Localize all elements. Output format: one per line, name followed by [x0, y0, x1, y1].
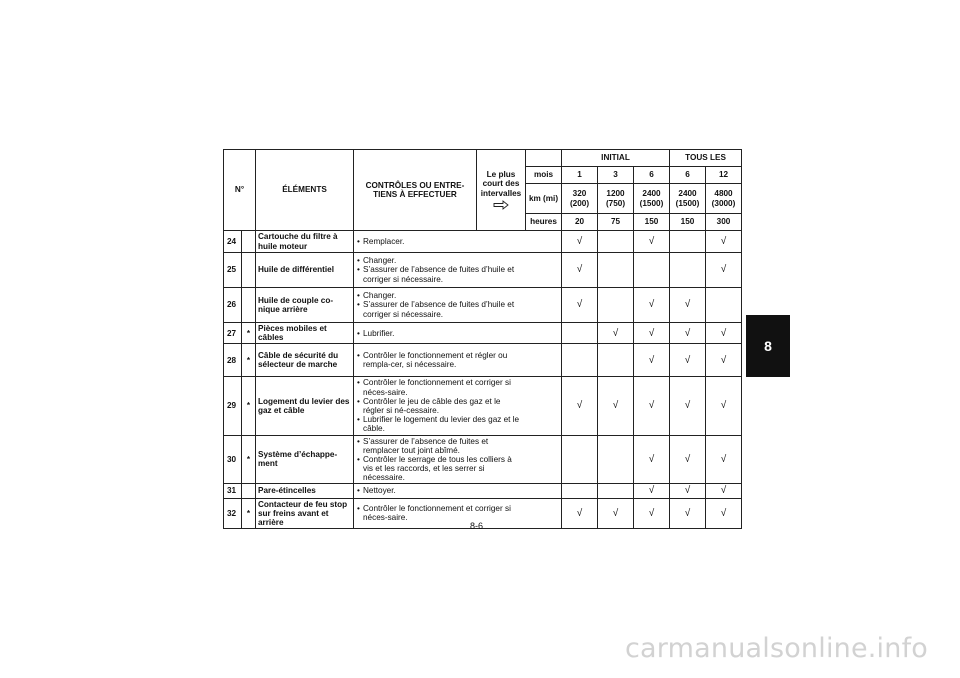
action-item: • S’assurer de l’absence de fuites d’huile et corriger si nécessaire.	[356, 265, 524, 283]
row-actions	[354, 253, 526, 288]
interval-km: 2400 (1500)	[670, 184, 706, 214]
action-item: • Lubrifier.	[356, 329, 524, 338]
action-item: • Changer.	[356, 291, 524, 300]
check-mark: √	[670, 435, 706, 484]
empty-cell	[598, 344, 634, 377]
action-item: • Nettoyer.	[356, 486, 524, 495]
row-asterisk	[242, 253, 256, 288]
action-item: • S’assurer de l’absence de fuites et remplacer tout joint abîmé.	[356, 437, 524, 455]
interval-months: 3	[598, 167, 634, 184]
action-item: • Contrôler le jeu de câble des gaz et le régler si né-cessaire.	[356, 397, 524, 415]
row-actions	[354, 344, 526, 377]
check-mark: √	[598, 323, 634, 344]
row-number: 30	[224, 435, 242, 484]
table-header	[224, 150, 742, 231]
row-item: Logement du levier des gaz et câble	[256, 377, 354, 435]
row-asterisk: *	[242, 377, 256, 435]
action-item: • Remplacer.	[356, 237, 524, 246]
action-item: • Lubrifier le logement du levier des gaz et le câble.	[356, 415, 524, 433]
header-shortest-interval	[477, 150, 526, 231]
row-actions	[354, 435, 526, 484]
empty-cell	[562, 344, 598, 377]
header-every: TOUS LES	[670, 150, 742, 167]
interval-hours: 150	[670, 214, 706, 231]
check-mark: √	[562, 498, 598, 529]
action-item: • Changer.	[356, 256, 524, 265]
check-mark: √	[670, 484, 706, 498]
check-mark: √	[670, 377, 706, 435]
row-number: 27	[224, 323, 242, 344]
interval-hours: 300	[706, 214, 742, 231]
maintenance-table	[223, 149, 742, 529]
row-actions	[354, 498, 526, 529]
empty-cell	[562, 435, 598, 484]
row-number: 26	[224, 288, 242, 323]
check-mark: √	[634, 435, 670, 484]
interval-months: 12	[706, 167, 742, 184]
row-unit-spacer	[526, 344, 562, 377]
interval-hours: 20	[562, 214, 598, 231]
watermark: carmanualsonline.info	[625, 633, 928, 664]
row-number: 32	[224, 498, 242, 529]
check-mark: √	[562, 231, 598, 253]
check-mark: √	[670, 498, 706, 529]
row-unit-spacer	[526, 498, 562, 529]
check-mark: √	[634, 498, 670, 529]
action-item: • Contrôler le fonctionnement et corriger si néces-saire.	[356, 504, 524, 522]
row-actions	[354, 231, 526, 253]
row-item: Cartouche du filtre à huile moteur	[256, 231, 354, 253]
row-asterisk	[242, 231, 256, 253]
interval-months: 6	[634, 167, 670, 184]
action-list	[356, 351, 524, 369]
row-actions	[354, 377, 526, 435]
action-list	[356, 378, 524, 433]
check-mark: √	[634, 344, 670, 377]
row-unit-spacer	[526, 231, 562, 253]
row-asterisk: *	[242, 344, 256, 377]
check-mark: √	[706, 323, 742, 344]
empty-cell	[706, 288, 742, 323]
header-no: N°	[224, 150, 256, 231]
row-asterisk	[242, 484, 256, 498]
interval-km: 4800 (3000)	[706, 184, 742, 214]
check-mark: √	[598, 498, 634, 529]
row-unit-spacer	[526, 435, 562, 484]
check-mark: √	[706, 377, 742, 435]
row-unit-spacer	[526, 288, 562, 323]
action-list	[356, 291, 524, 319]
row-number: 24	[224, 231, 242, 253]
interval-km: 2400 (1500)	[634, 184, 670, 214]
action-item: • S’assurer de l’absence de fuites d’huile et corriger si nécessaire.	[356, 300, 524, 318]
check-mark: √	[706, 344, 742, 377]
check-mark: √	[562, 253, 598, 288]
check-mark: √	[634, 231, 670, 253]
check-mark: √	[670, 344, 706, 377]
page-number: 8-6	[470, 521, 484, 531]
action-list	[356, 237, 524, 246]
check-mark: √	[562, 288, 598, 323]
row-item: Câble de sécurité du sélecteur de marche	[256, 344, 354, 377]
action-list	[356, 486, 524, 495]
row-asterisk: *	[242, 498, 256, 529]
row-number: 25	[224, 253, 242, 288]
empty-cell	[598, 484, 634, 498]
check-mark: √	[706, 498, 742, 529]
arrow-right-icon	[493, 200, 509, 210]
row-item: Système d’échappe-ment	[256, 435, 354, 484]
row-asterisk	[242, 288, 256, 323]
table-row	[224, 253, 742, 288]
unit-km: km (mi)	[526, 184, 562, 214]
check-mark: √	[706, 484, 742, 498]
empty-cell	[562, 484, 598, 498]
check-mark: √	[562, 377, 598, 435]
row-actions	[354, 288, 526, 323]
interval-months: 1	[562, 167, 598, 184]
check-mark: √	[706, 435, 742, 484]
empty-cell	[598, 253, 634, 288]
interval-hours: 150	[634, 214, 670, 231]
header-elements: ÉLÉMENTS	[256, 150, 354, 231]
row-unit-spacer	[526, 377, 562, 435]
empty-cell	[634, 253, 670, 288]
check-mark: √	[634, 288, 670, 323]
action-list	[356, 437, 524, 483]
row-unit-spacer	[526, 323, 562, 344]
empty-cell	[598, 288, 634, 323]
empty-cell	[562, 323, 598, 344]
action-item: • Contrôler le fonctionnement et régler ou rempla-cer, si nécessaire.	[356, 351, 524, 369]
row-item: Pièces mobiles et câbles	[256, 323, 354, 344]
header-blank	[526, 150, 562, 167]
row-item: Huile de différentiel	[256, 253, 354, 288]
interval-km: 1200 (750)	[598, 184, 634, 214]
table-row	[224, 484, 742, 498]
unit-months: mois	[526, 167, 562, 184]
action-list	[356, 256, 524, 284]
row-item: Contacteur de feu stop sur freins avant et arrière	[256, 498, 354, 529]
row-item: Pare-étincelles	[256, 484, 354, 498]
row-item: Huile de couple co-nique arrière	[256, 288, 354, 323]
action-list	[356, 329, 524, 338]
interval-hours: 75	[598, 214, 634, 231]
row-number: 28	[224, 344, 242, 377]
row-unit-spacer	[526, 484, 562, 498]
row-asterisk: *	[242, 435, 256, 484]
action-list	[356, 504, 524, 522]
empty-cell	[598, 231, 634, 253]
row-number: 31	[224, 484, 242, 498]
check-mark: √	[634, 484, 670, 498]
table-row	[224, 323, 742, 344]
table-row	[224, 377, 742, 435]
check-mark: √	[634, 377, 670, 435]
action-item: • Contrôler le serrage de tous les colliers à vis et les raccords, et les serrer si nécessaire.	[356, 455, 524, 483]
table-row	[224, 231, 742, 253]
row-asterisk: *	[242, 323, 256, 344]
empty-cell	[670, 253, 706, 288]
section-tab[interactable]: 8	[746, 315, 790, 377]
row-number: 29	[224, 377, 242, 435]
check-mark: √	[706, 253, 742, 288]
row-actions	[354, 323, 526, 344]
empty-cell	[598, 435, 634, 484]
check-mark: √	[598, 377, 634, 435]
header-shortest-label: Le plus court des intervalles	[480, 170, 522, 198]
table-row	[224, 435, 742, 484]
action-item: • Contrôler le fonctionnement et corriger si néces-saire.	[356, 378, 524, 396]
interval-months: 6	[670, 167, 706, 184]
unit-hours: heures	[526, 214, 562, 231]
table-body	[224, 231, 742, 529]
check-mark: √	[670, 323, 706, 344]
check-mark: √	[670, 288, 706, 323]
table-row	[224, 288, 742, 323]
header-initial: INITIAL	[562, 150, 670, 167]
row-unit-spacer	[526, 253, 562, 288]
header-controls: CONTRÔLES OU ENTRE-TIENS À EFFECTUER	[354, 150, 477, 231]
check-mark: √	[706, 231, 742, 253]
interval-km: 320 (200)	[562, 184, 598, 214]
empty-cell	[670, 231, 706, 253]
check-mark: √	[634, 323, 670, 344]
table-row	[224, 344, 742, 377]
row-actions	[354, 484, 526, 498]
